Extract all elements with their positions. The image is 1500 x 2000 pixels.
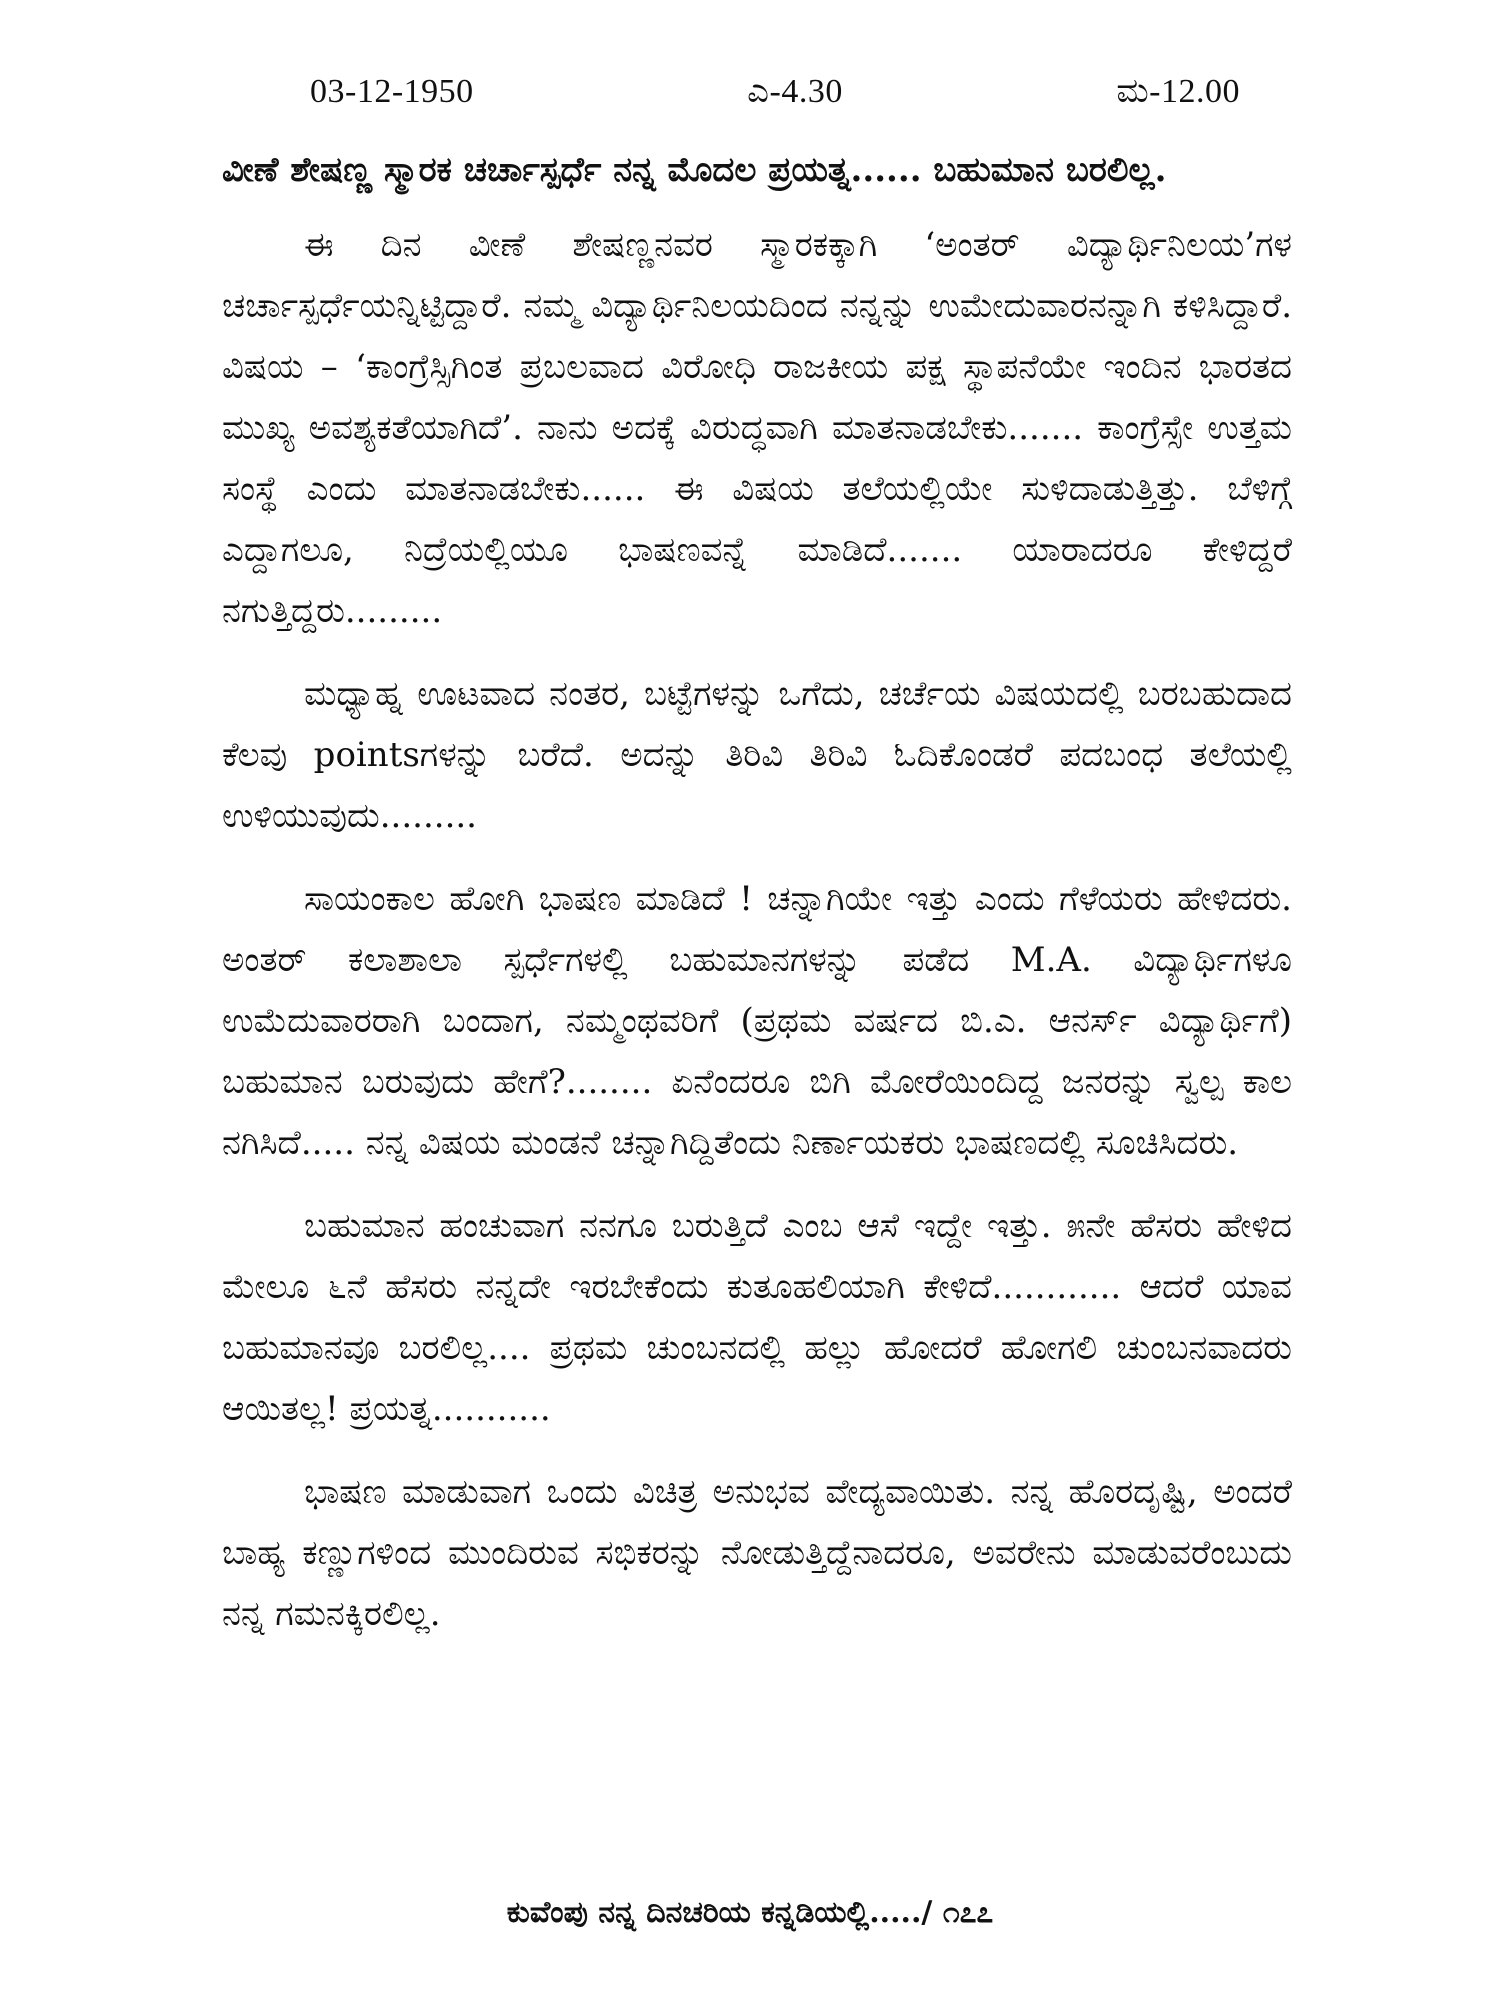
header-date: 03-12-1950 [310, 73, 474, 110]
page-body [222, 140, 1292, 1667]
page-header [310, 62, 1240, 122]
paragraph-5: ಭಾಷಣ ಮಾಡುವಾಗ ಒಂದು ವಿಚಿತ್ರ ಅನುಭವ ವೇದ್ಯವಾಯಿತು. ನನ್ನ ಹೊರದೃಷ್ಟಿ, ಅಂದರೆ ಬಾಹ್ಯ ಕಣ್ಣುಗಳಿಂದ ಮುಂದಿರುವ ಸಭಿಕರನ್ನು ನೋಡುತ್ತಿದ್ದೆನಾದರೂ, ಅವರೇನು ಮಾಡುವರೆಂಬುದು ನನ್ನ ಗಮನಕ್ಕಿರಲಿಲ್ಲ. [222, 1472, 1292, 1634]
paragraph-2: ಮಧ್ಯಾಹ್ನ ಊಟವಾದ ನಂತರ, ಬಟ್ಟೆಗಳನ್ನು ಒಗೆದು, ಚರ್ಚೆಯ ವಿಷಯದಲ್ಲಿ ಬರಬಹುದಾದ ಕೆಲವು pointsಗಳನ್ನು ಬರೆದೆ. ಅದನ್ನು ತಿರಿವಿ ತಿರಿವಿ ಓದಿಕೊಂಡರೆ ಪದಬಂಧ ತಲೆಯಲ್ಲಿ ಉಳಿಯುವುದು......... [222, 674, 1292, 836]
paragraph-1: ಈ ದಿನ ವೀಣೆ ಶೇಷಣ್ಣನವರ ಸ್ಮಾರಕಕ್ಕಾಗಿ ‘ಅಂತರ್ ವಿದ್ಯಾರ್ಥಿನಿಲಯ’ಗಳ ಚರ್ಚಾಸ್ಪರ್ಧೆಯನ್ನಿಟ್ಟಿದ್ದಾರೆ. ನಮ್ಮ ವಿದ್ಯಾರ್ಥಿನಿಲಯದಿಂದ ನನ್ನನ್ನು ಉಮೇದುವಾರನನ್ನಾಗಿ ಕಳಿಸಿದ್ದಾರೆ. ವಿಷಯ – ‘ಕಾಂಗ್ರೆಸ್ಸಿಗಿಂತ ಪ್ರಬಲವಾದ ವಿರೋಧಿ ರಾಜಕೀಯ ಪಕ್ಷ ಸ್ಥಾಪನೆಯೇ ಇಂದಿನ ಭಾರತದ ಮುಖ್ಯ ಅವಶ್ಯಕತೆಯಾಗಿದೆ’. ನಾನು ಅದಕ್ಕೆ ವಿರುದ್ಧವಾಗಿ ಮಾತನಾಡಬೇಕು....... ಕಾಂಗ್ರೆಸ್ಸೇ ಉತ್ತಮ ಸಂಸ್ಥೆ ಎಂದು ಮಾತನಾಡಬೇಕು...... ಈ ವಿಷಯ ತಲೆಯಲ್ಲಿಯೇ ಸುಳಿದಾಡುತ್ತಿತ್ತು. ಬೆಳಿಗ್ಗೆ ಎದ್ದಾಗಲೂ, ನಿದ್ರೆಯಲ್ಲಿಯೂ ಭಾಷಣವನ್ನೆ ಮಾಡಿದೆ....... ಯಾರಾದರೂ ಕೇಳಿದ್ದರೆ ನಗುತ್ತಿದ್ದರು......... [222, 225, 1292, 631]
entry-heading: ವೀಣೆ ಶೇಷಣ್ಣ ಸ್ಮಾರಕ ಚರ್ಚಾಸ್ಪರ್ಧೆ ನನ್ನ ಮೊದಲ ಪ್ರಯತ್ನ...... ಬಹುಮಾನ ಬರಲಿಲ್ಲ. [222, 150, 1167, 190]
paragraph-3: ಸಾಯಂಕಾಲ ಹೋಗಿ ಭಾಷಣ ಮಾಡಿದೆ ! ಚನ್ನಾಗಿಯೇ ಇತ್ತು ಎಂದು ಗೆಳೆಯರು ಹೇಳಿದರು. ಅಂತರ್ ಕಲಾಶಾಲಾ ಸ್ಪರ್ಧೆಗಳಲ್ಲಿ ಬಹುಮಾನಗಳನ್ನು ಪಡೆದ M.A. ವಿದ್ಯಾರ್ಥಿಗಳೂ ಉಮೆದುವಾರರಾಗಿ ಬಂದಾಗ, ನಮ್ಮಂಥವರಿಗೆ (ಪ್ರಥಮ ವರ್ಷದ ಬಿ.ಎ. ಆನರ್ಸ್ ವಿದ್ಯಾರ್ಥಿಗೆ) ಬಹುಮಾನ ಬರುವುದು ಹೇಗೆ?........ ಏನೆಂದರೂ ಬಿಗಿ ಮೋರೆಯಿಂದಿದ್ದ ಜನರನ್ನು ಸ್ವಲ್ಪ ಕಾಲ ನಗಿಸಿದೆ..... ನನ್ನ ವಿಷಯ ಮಂಡನೆ ಚನ್ನಾಗಿದ್ದಿತೆಂದು ನಿರ್ಣಾಯಕರು ಭಾಷಣದಲ್ಲಿ ಸೂಚಿಸಿದರು. [222, 879, 1292, 1163]
paragraph-4: ಬಹುಮಾನ ಹಂಚುವಾಗ ನನಗೂ ಬರುತ್ತಿದೆ ಎಂಬ ಆಸೆ ಇದ್ದೇ ಇತ್ತು. ೫ನೇ ಹೆಸರು ಹೇಳಿದ ಮೇಲೂ ೬ನೆ ಹೆಸರು ನನ್ನದೇ ಇರಬೇಕೆಂದು ಕುತೂಹಲಿಯಾಗಿ ಕೇಳಿದೆ............ ಆದರೆ ಯಾವ ಬಹುಮಾನವೂ ಬರಲಿಲ್ಲ.... ಪ್ರಥಮ ಚುಂಬನದಲ್ಲಿ ಹಲ್ಲು ಹೋದರೆ ಹೋಗಲಿ ಚುಂಬನವಾದರು ಆಯಿತಲ್ಲ! ಪ್ರಯತ್ನ........... [222, 1206, 1292, 1429]
page-footer: ಕುವೆಂಪು ನನ್ನ ದಿನಚರಿಯ ಕನ್ನಡಿಯಲ್ಲಿ...../ ೧೭೭ [506, 1895, 994, 1930]
header-time-end: ಮ-12.00 [1116, 73, 1240, 110]
header-time-start: ಎ-4.30 [747, 73, 843, 110]
